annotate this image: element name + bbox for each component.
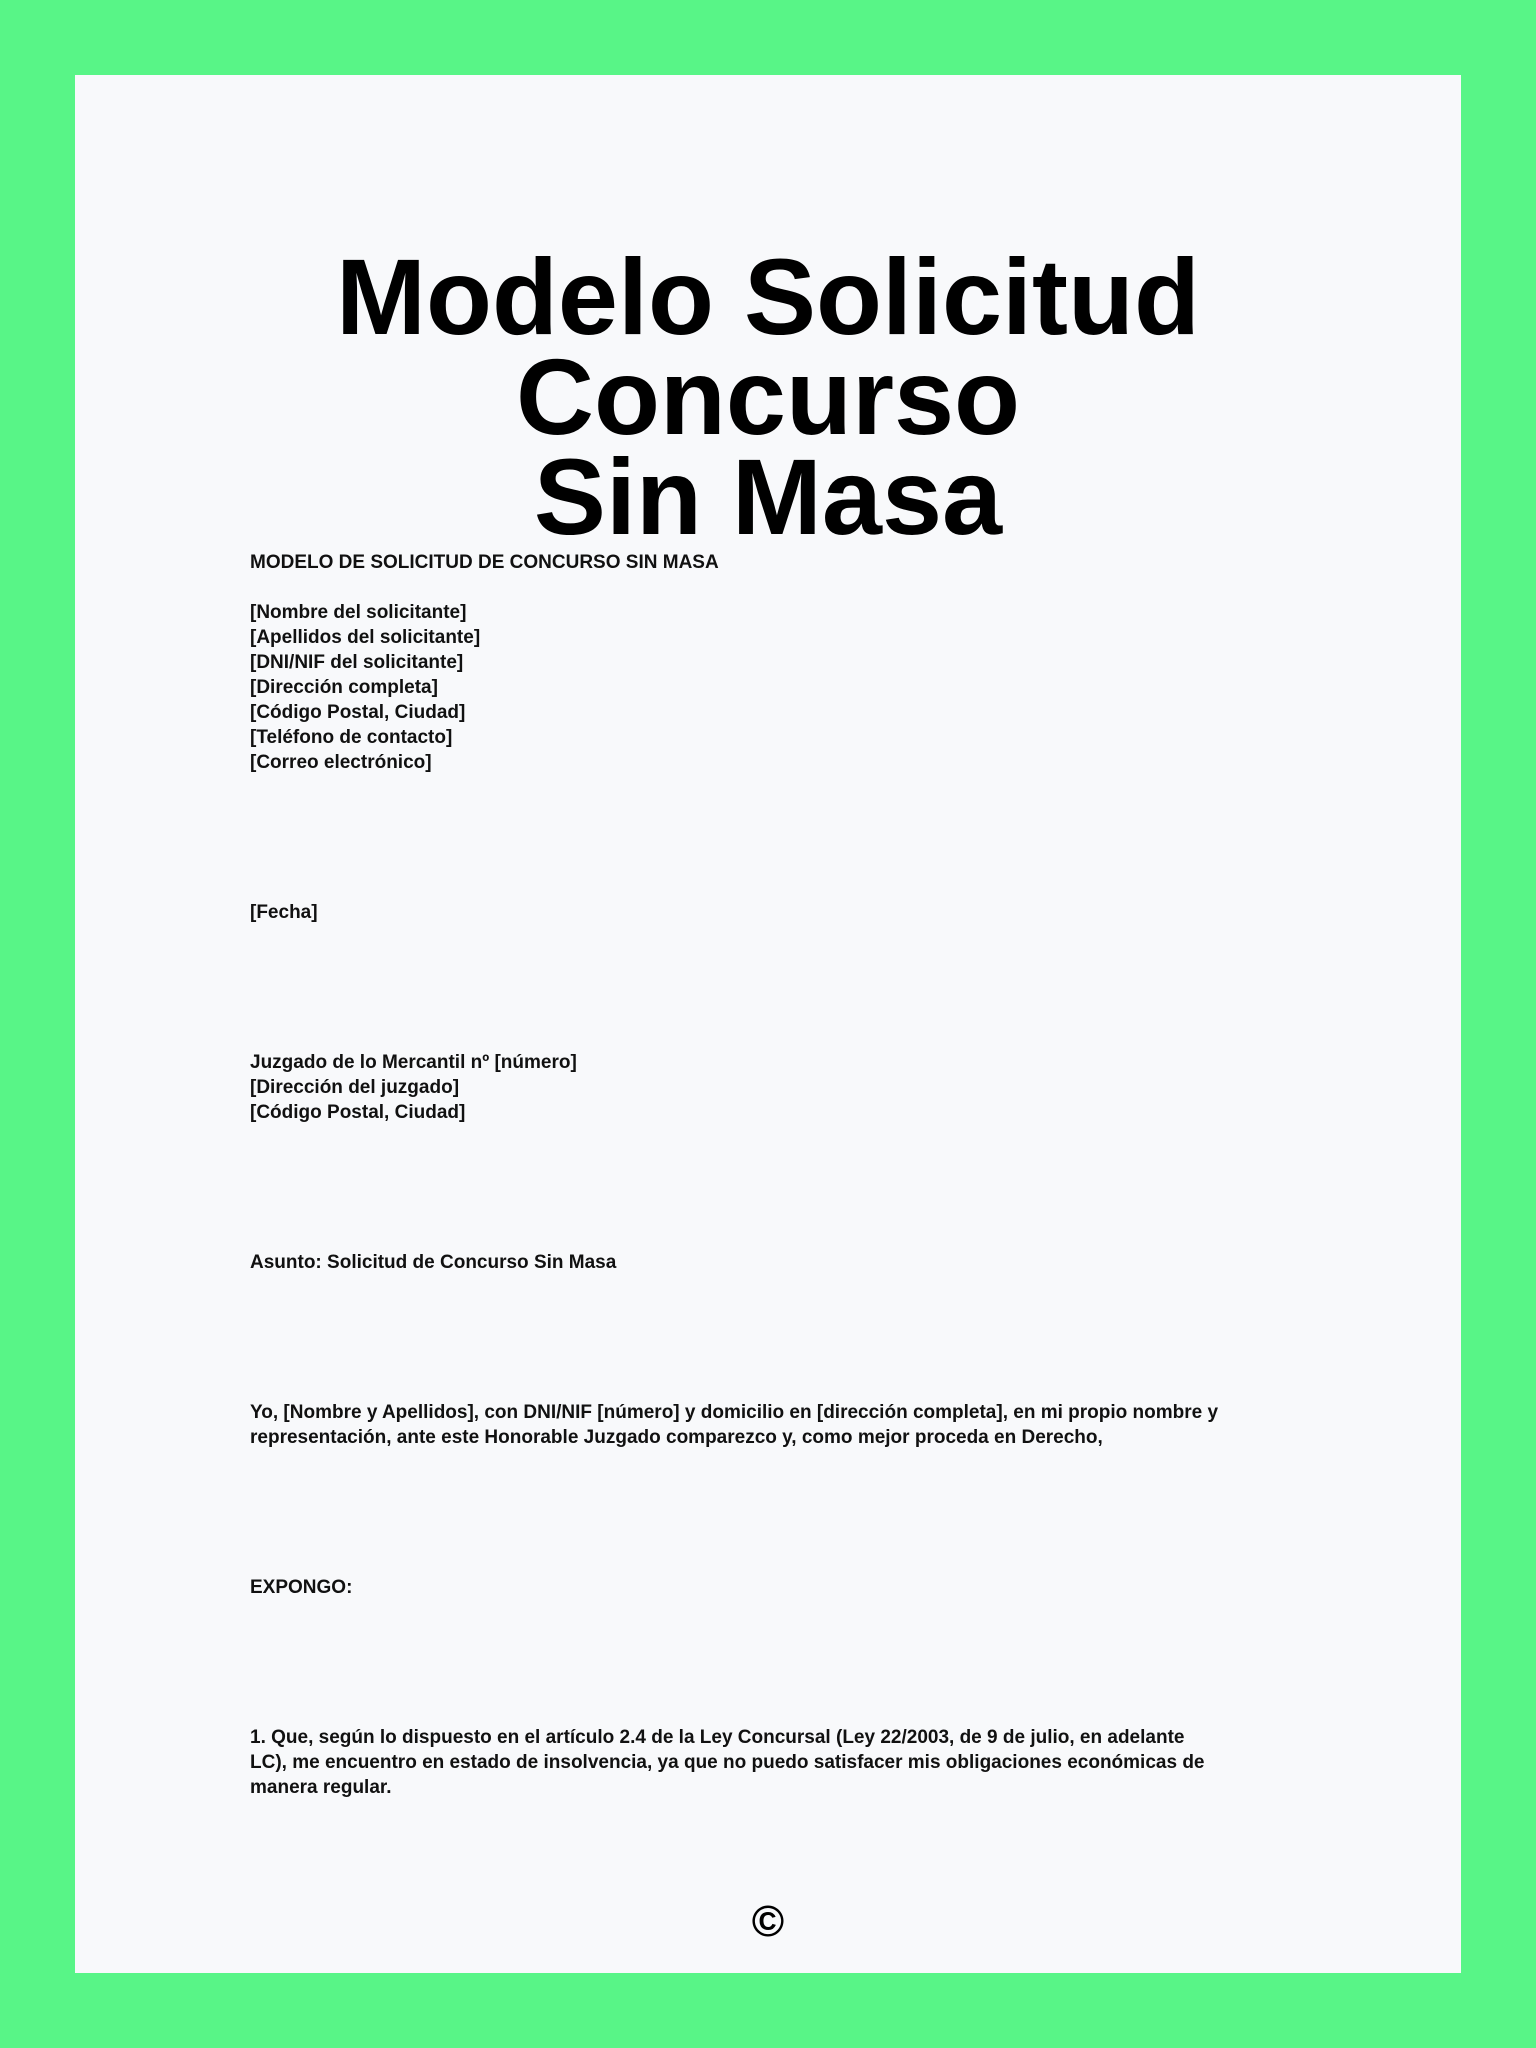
intro-paragraph bbox=[250, 1400, 1350, 1450]
court-address: [Dirección del juzgado] bbox=[250, 1077, 460, 1098]
document-title-line-2: Sin Masa bbox=[533, 436, 1003, 557]
court-block bbox=[250, 1050, 1350, 1125]
applicant-address: [Dirección completa] bbox=[250, 677, 438, 698]
form-heading bbox=[250, 550, 1350, 575]
applicant-phone: [Teléfono de contacto] bbox=[250, 727, 453, 748]
subject-block bbox=[250, 1250, 1350, 1275]
applicant-name: [Nombre del solicitante] bbox=[250, 602, 467, 623]
applicant-postal-city: [Código Postal, Ciudad] bbox=[250, 702, 466, 723]
date-text: [Fecha] bbox=[250, 902, 318, 923]
applicant-block bbox=[250, 600, 1350, 775]
copyright-icon: © bbox=[751, 1897, 785, 1946]
section-label-block bbox=[250, 1575, 1350, 1600]
subject-text: Asunto: Solicitud de Concurso Sin Masa bbox=[250, 1252, 617, 1273]
court-name: Juzgado de lo Mercantil nº [número] bbox=[250, 1052, 577, 1073]
date-block bbox=[250, 900, 1350, 925]
intro-line-1: Yo, [Nombre y Apellidos], con DNI/NIF [número] y domicilio en [dirección completa], en mi propio nombre y bbox=[250, 1402, 1219, 1423]
point-1-line-1: 1. Que, según lo dispuesto en el artículo 2.4 de la Ley Concursal (Ley 22/2003, de 9 de julio, en adelante bbox=[250, 1727, 1185, 1748]
form-heading-text: MODELO DE SOLICITUD DE CONCURSO SIN MASA bbox=[250, 552, 719, 573]
document-title-line-1: Modelo Solicitud Concurso bbox=[336, 236, 1200, 457]
applicant-email: [Correo electrónico] bbox=[250, 752, 432, 773]
document-title bbox=[75, 236, 1461, 557]
point-1-paragraph bbox=[250, 1725, 1350, 1800]
section-label: EXPONGO: bbox=[250, 1577, 353, 1598]
document-page bbox=[75, 75, 1461, 1973]
applicant-surname: [Apellidos del solicitante] bbox=[250, 627, 481, 648]
point-1-line-3: manera regular. bbox=[250, 1777, 392, 1798]
court-postal-city: [Código Postal, Ciudad] bbox=[250, 1102, 466, 1123]
applicant-id: [DNI/NIF del solicitante] bbox=[250, 652, 464, 673]
point-1-line-2: LC), me encuentro en estado de insolvencia, ya que no puedo satisfacer mis obligaciones económicas de bbox=[250, 1752, 1205, 1773]
intro-line-2: representación, ante este Honorable Juzgado comparezco y, como mejor proceda en Derecho, bbox=[250, 1427, 1103, 1448]
